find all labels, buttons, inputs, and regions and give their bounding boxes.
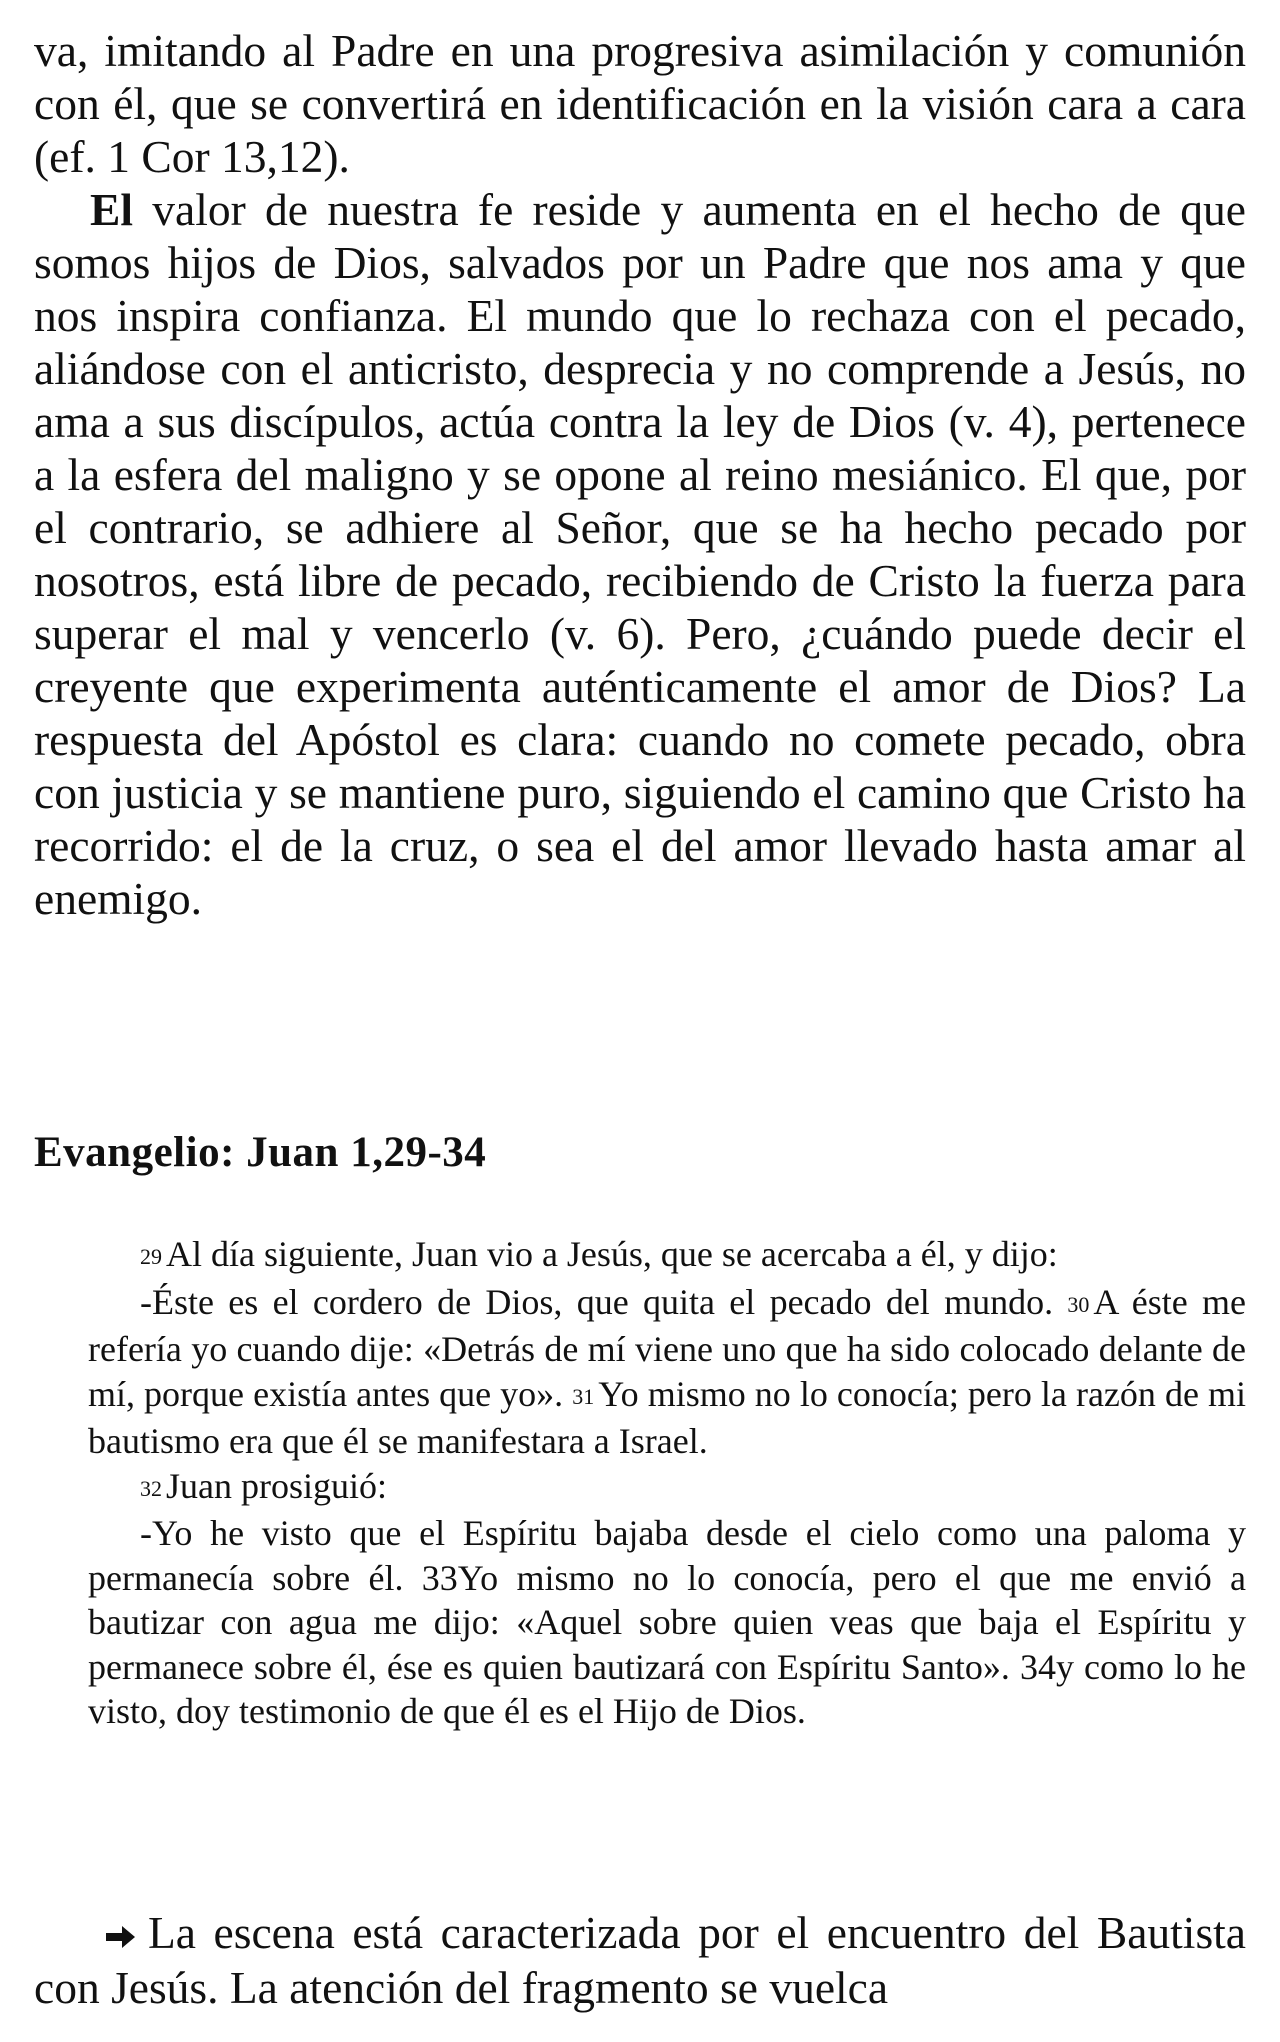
commentary-text bbox=[34, 24, 1246, 925]
verse-29 bbox=[88, 1232, 1246, 1280]
paragraph-main bbox=[34, 183, 1246, 925]
paragraph2-text: valor de nuestra fe reside y aumenta en el hecho de que somos hijos de Dios, salvados por un Padre que nos ama y que nos inspira confianza. El mundo que lo rechaza con el pecado, aliándose con el anticristo, desprecia y no comprende a Jesús, no ama a sus discípulos, actúa contra la ley de Dios (v. 4), pertenece a la esfera del maligno y se opone al reino mesiánico. El que, por el contrario, se adhiere al Señor, que se ha hecho pecado por nosotros, está libre de pecado, recibiendo de Cristo la fuerza para superar el mal y vencerlo (v. 6). Pero, ¿cuándo puede decir el creyente que experimenta auténticamente el amor de Dios? La respuesta del Apóstol es clara: cuando no comete pecado, obra con justicia y se mantiene puro, siguiendo el camino que Cristo ha recorrido: el de la cruz, o sea el del amor llevado hasta amar al enemigo. bbox=[34, 184, 1247, 924]
verse-text: Juan prosiguió: bbox=[166, 1465, 387, 1506]
verse-text: 34y como lo he visto, doy testimonio de que él es el Hijo de Dios. bbox=[88, 1646, 1247, 1731]
verse-number: 31 bbox=[572, 1383, 595, 1409]
verse-text: A éste me refería yo cuando dije: «Detrás de mí viene uno que ha sido colocado delante de mí, porque existía antes que yo». bbox=[88, 1281, 1246, 1414]
paragraph-continuation bbox=[34, 24, 1246, 183]
right-arrow-icon bbox=[106, 1908, 136, 1961]
verse-text: 33Yo mismo no lo conocía, pero el que me envió a bautizar con agua me dijo: «Aquel sobre quien veas que baja el Espíritu y permanece sobre él, ése es quien bautizará con Espíritu Santo». bbox=[88, 1557, 1247, 1687]
closing-paragraph bbox=[34, 1906, 1246, 2014]
gospel-passage bbox=[88, 1232, 1246, 1734]
paragraph1-text: va, imitando al Padre en una progresiva asimilación y comunión con él, que se convertirá en identificación en la visión cara a cara (ef. 1 Cor 13,12). bbox=[34, 25, 1246, 182]
verse-number: 30 bbox=[1067, 1291, 1090, 1317]
verse-32 bbox=[88, 1464, 1246, 1512]
quote-text: -Éste es el cordero de Dios, que quita el pecado del mundo. bbox=[140, 1281, 1054, 1322]
verse-number: 29 bbox=[140, 1244, 162, 1269]
verse-29-30-31 bbox=[88, 1280, 1246, 1464]
gospel-heading: Evangelio: Juan 1,29-34 bbox=[34, 1129, 487, 1176]
verse-32-33-34 bbox=[88, 1511, 1246, 1734]
quote-text: -Yo he visto que el Espíritu bajaba desde el cielo como una paloma y permanecía sobre él. bbox=[88, 1513, 1246, 1598]
verse-number: 32 bbox=[140, 1475, 162, 1501]
verse-text: Yo mismo no lo conocía; pero la razón de mi bautismo era que él se manifestara a Israel. bbox=[88, 1373, 1247, 1461]
closing-text: La escena está caracterizada por el encuentro del Bautista con Jesús. La atención del fragmento se vuelca bbox=[34, 1907, 1246, 2013]
paragraph-lead-word: El bbox=[90, 184, 133, 235]
verse-text: Al día siguiente, Juan vio a Jesús, que se acercaba a él, y dijo: bbox=[166, 1234, 1058, 1274]
